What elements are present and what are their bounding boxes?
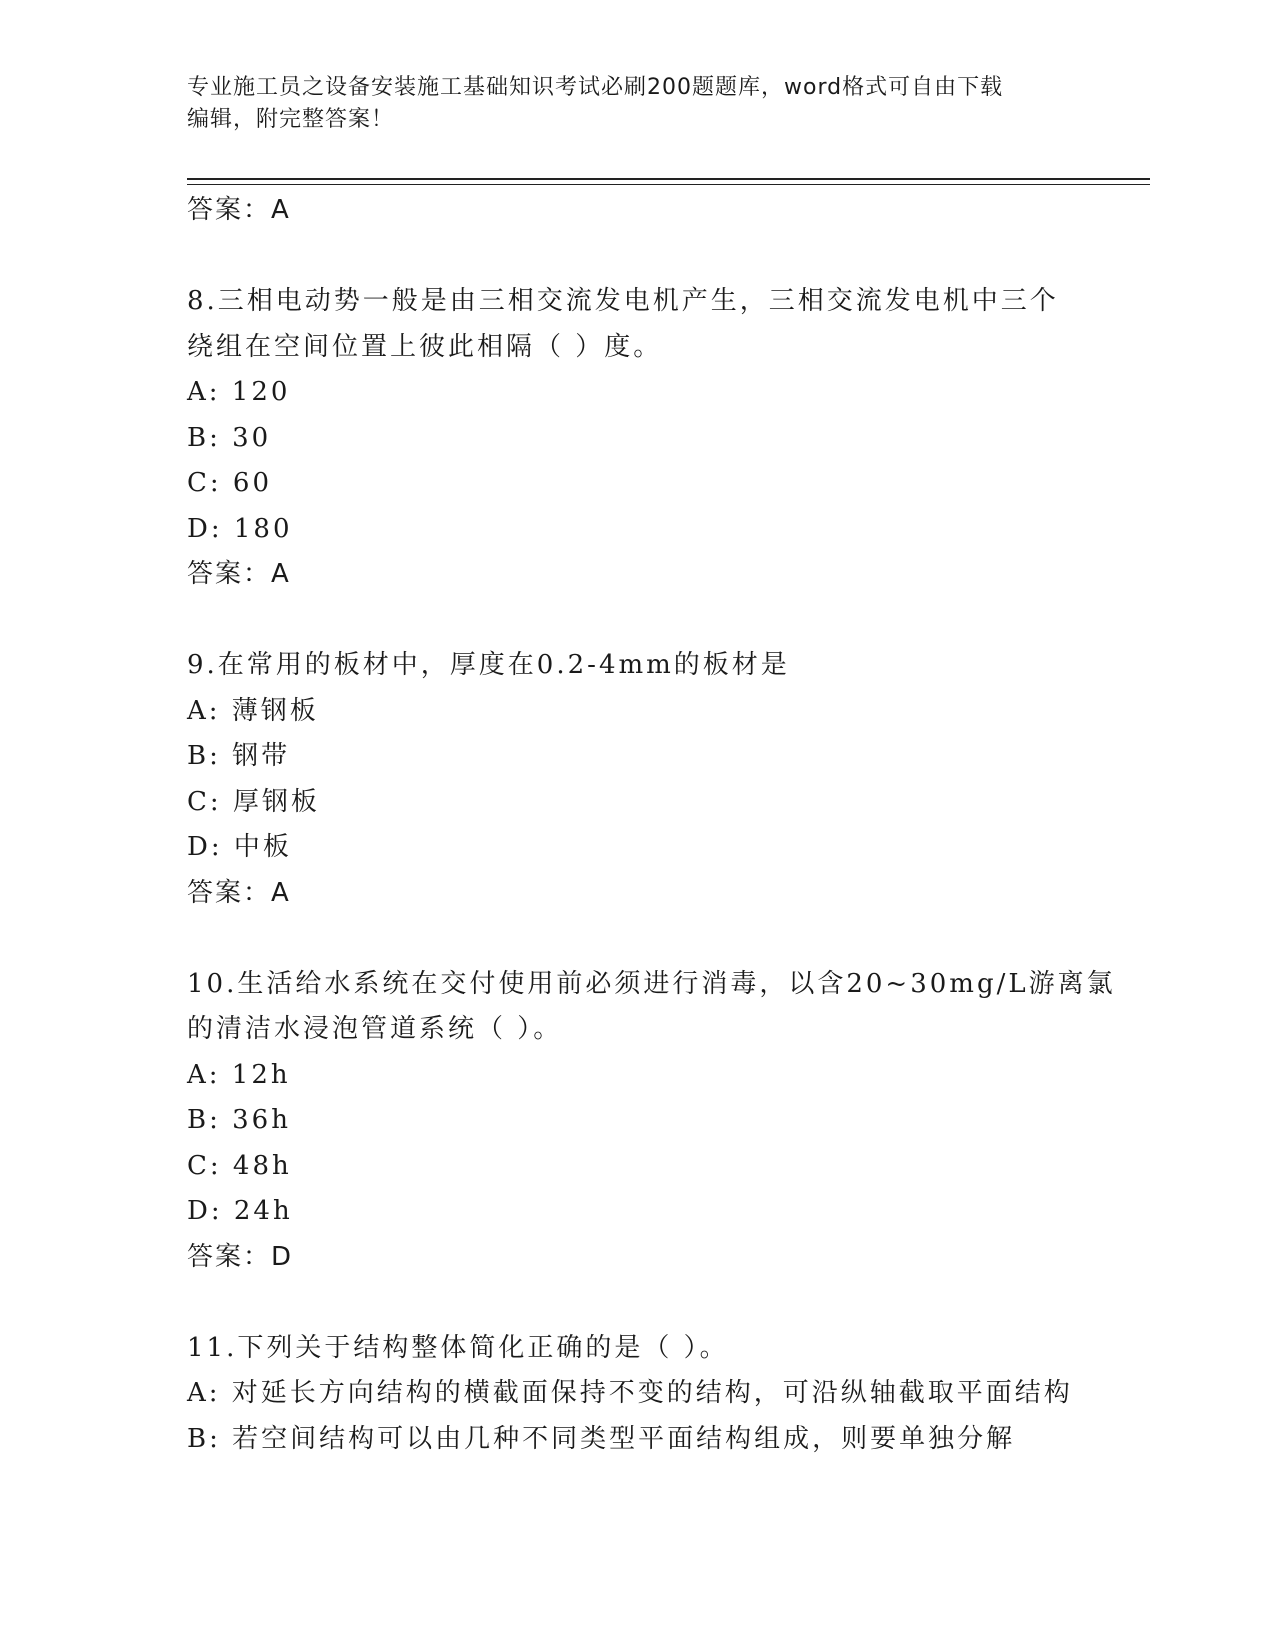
spacer: [187, 234, 1087, 280]
header-divider-thin: [187, 184, 1150, 185]
question-item: [187, 1326, 1087, 1463]
question-text-line2: 绕组在空间位置上彼此相隔（ ）度。: [187, 331, 663, 362]
answer-label: 答案：A: [187, 877, 291, 908]
option-a: A: 对延长方向结构的横截面保持不变的结构，可沿纵轴截取平面结构: [187, 1378, 1073, 1408]
question-text-line2: 的清洁水浸泡管道系统（ ）。: [187, 1014, 563, 1044]
option-c: C: 厚钢板: [187, 786, 320, 817]
option-c: C: 48h: [187, 1150, 292, 1181]
previous-answer: 答案：A: [187, 195, 291, 225]
header-title-line1: 专业施工员之设备安装施工基础知识考试必刷200题题库，word格式可自由下载: [187, 75, 1004, 100]
question-item: [187, 962, 1116, 1281]
question-item: [187, 279, 1087, 598]
option-a: A: 120: [187, 377, 291, 407]
question-list: [187, 188, 1116, 1462]
option-d: D: 180: [187, 513, 293, 544]
question-text-line1: 9.在常用的板材中，厚度在0.2-4mm的板材是: [187, 650, 790, 680]
page-header: [187, 72, 1087, 136]
answer-label: 答案：D: [187, 1241, 294, 1272]
question-text-line1: 8.三相电动势一般是由三相交流发电机产生，三相交流发电机中三个: [187, 286, 1059, 316]
option-a: A: 薄钢板: [187, 695, 319, 726]
spacer: [187, 916, 1087, 962]
question-text-line1: 11.下列关于结构整体简化正确的是（ ）。: [187, 1332, 729, 1363]
option-a: A: 12h: [187, 1059, 291, 1090]
question-text-line1: 10.生活给水系统在交付使用前必须进行消毒，以含20~30mg/L游离氯: [187, 968, 1116, 999]
spacer: [187, 1280, 1087, 1326]
header-title-line2: 编辑，附完整答案！: [187, 107, 395, 132]
option-b: B: 若空间结构可以由几种不同类型平面结构组成，则要单独分解: [187, 1423, 1016, 1454]
option-c: C: 60: [187, 468, 273, 498]
option-d: D: 中板: [187, 832, 292, 862]
header-divider-thick: [187, 178, 1150, 180]
option-d: D: 24h: [187, 1196, 293, 1226]
option-b: B: 30: [187, 422, 272, 453]
option-b: B: 36h: [187, 1105, 291, 1135]
spacer: [187, 598, 1087, 644]
option-b: B: 钢带: [187, 741, 291, 771]
answer-label: 答案：A: [187, 559, 291, 589]
question-item: [187, 643, 1087, 916]
